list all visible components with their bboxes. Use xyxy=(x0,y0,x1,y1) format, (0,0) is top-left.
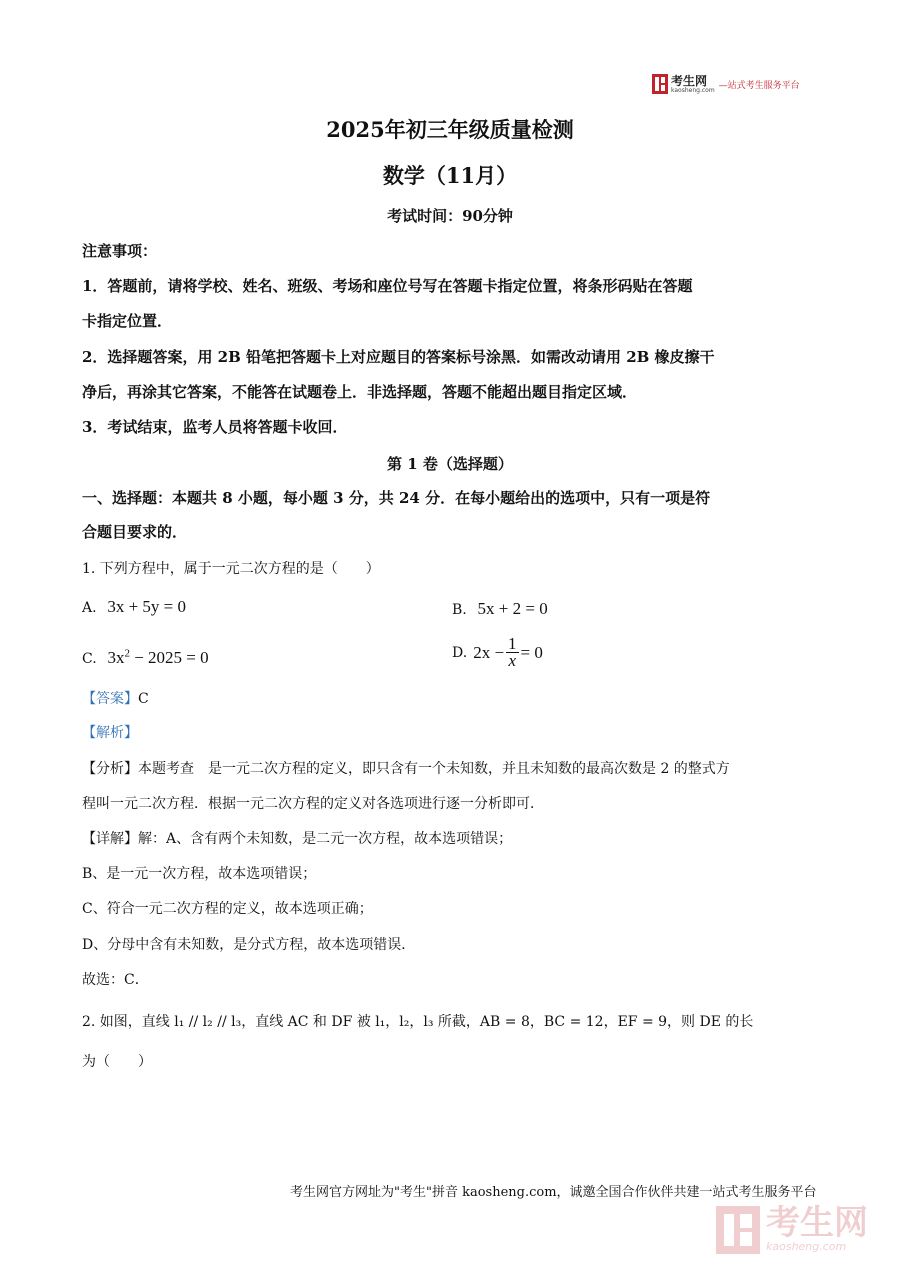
fraction-numerator: 1 xyxy=(508,634,517,653)
question-1-stem: 1. 下列方程中，属于一元二次方程的是（ ） xyxy=(82,561,380,577)
option-expression xyxy=(107,648,208,667)
header-logo xyxy=(652,72,822,96)
notice-item-2-cont: 净后，再涂其它答案，不能答在试题卷上．非选择题，答题不能超出题目指定区域． xyxy=(82,383,638,401)
option-expression: 3x + 5y = 0 xyxy=(107,597,187,616)
option-label: A. xyxy=(82,600,97,616)
q1-fenxi-cont: 程叫一元二次方程．根据一元二次方程的定义对各选项进行逐一分析即可． xyxy=(82,796,544,812)
expr-part: 3x xyxy=(107,647,125,667)
expr-part: − 2025 = 0 xyxy=(129,647,209,667)
question-2-stem-cont: 为（ ） xyxy=(82,1054,152,1070)
notice-item-1: 1．答题前，请将学校、姓名、班级、考场和座位号写在答题卡指定位置，将条形码贴在答题 xyxy=(82,277,693,295)
section-instruction-cont: 合题目要求的． xyxy=(82,523,188,541)
expr-part: 2x − xyxy=(473,642,505,662)
expr-part: = 0 xyxy=(520,642,543,662)
kaosheng-watermark-icon xyxy=(716,1206,760,1254)
notice-heading: 注意事项： xyxy=(82,242,158,260)
page-footer: 考生网官方网址为"考生"拼音 kaosheng.com，诚邀全国合作伙伴共建一站式考生服务平台 xyxy=(290,1185,817,1200)
fraction-denominator: x xyxy=(508,651,517,670)
q1-fenxi: 【分析】本题考查 是一元二次方程的定义，即只含有一个未知数，并且未知数的最高次数是 2 的整式方 xyxy=(82,761,730,777)
q1-detail-b: B、是一元一次方程，故本选项错误； xyxy=(82,866,317,882)
notice-item-3: 3．考试结束，监考人员将答题卡收回． xyxy=(82,418,348,436)
exam-subtitle: 数学（11月） xyxy=(382,163,518,188)
watermark-text: 考生网 xyxy=(766,1203,868,1243)
option-label: C. xyxy=(82,650,97,667)
question-2-stem: 2. 如图，直线 l₁ // l₂ // l₃，直线 AC 和 DF 被 l₁，l₂，l₃ 所截，AB = 8，BC = 12，EF = 9，则 DE 的长 xyxy=(82,1014,754,1030)
notice-item-2: 2．选择题答案，用 2B 铅笔把答题卡上对应题目的答案标号涂黑．如需改动请用 2B 橡皮擦干 xyxy=(82,348,715,366)
watermark xyxy=(716,1202,886,1257)
volume-title: 第 1 卷（选择题） xyxy=(387,455,513,473)
q1-option-c xyxy=(82,647,209,668)
answer-value: C xyxy=(138,691,149,707)
q1-answer xyxy=(82,689,822,709)
q1-option-a xyxy=(82,597,186,617)
q1-detail-a: 【详解】解：A、含有两个未知数，是二元一次方程，故本选项错误； xyxy=(82,831,513,847)
q1-conclusion: 故选：C． xyxy=(82,972,149,988)
option-expression: 5x + 2 = 0 xyxy=(477,599,548,618)
answer-tag: 【答案】 xyxy=(82,691,138,707)
section-instruction: 一、选择题：本题共 8 小题，每小题 3 分，共 24 分．在每小题给出的选项中，只有一项是符 xyxy=(82,489,711,507)
q1-option-d xyxy=(452,636,543,669)
kaosheng-logo-icon xyxy=(652,74,668,94)
logo-domain: kaosheng.com xyxy=(671,86,715,94)
exponent: 2 xyxy=(124,647,130,659)
watermark-domain: kaosheng.com xyxy=(766,1240,847,1253)
logo-name: 考生网 xyxy=(671,73,708,88)
fraction xyxy=(506,636,519,669)
option-label: B. xyxy=(452,602,467,618)
q1-detail-c: C、符合一元二次方程的定义，故本选项正确； xyxy=(82,901,373,917)
option-label: D. xyxy=(452,644,468,661)
q1-option-b xyxy=(452,599,548,619)
exam-title: 2025年初三年级质量检测 xyxy=(326,117,574,142)
exam-time: 考试时间：90分钟 xyxy=(387,207,513,225)
logo-slogan: —站式考生服务平台 xyxy=(718,80,800,91)
notice-item-1-cont: 卡指定位置． xyxy=(82,312,173,330)
analysis-tag: 【解析】 xyxy=(82,725,138,741)
q1-detail-d: D、分母中含有未知数，是分式方程，故本选项错误． xyxy=(82,937,416,953)
